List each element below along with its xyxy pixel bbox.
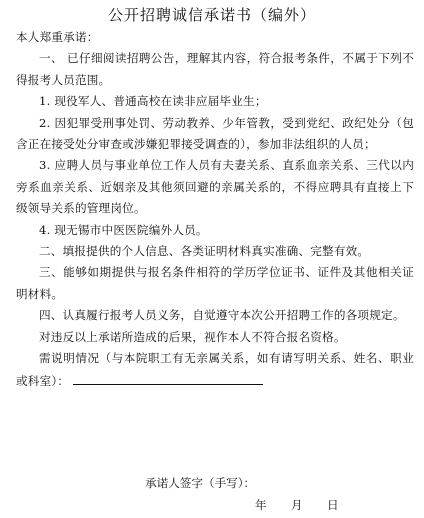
document-body: [16, 27, 414, 392]
signature-line: [145, 475, 255, 491]
note-fill-line[interactable]: [73, 370, 263, 385]
paragraph-item-2: 2. 因犯罪受刑事处罚、劳动教养、少年管教，受到党纪、政纪处分（包含正在接受处分审查或涉嫌犯罪接受调查的），参加非法组织的人员；: [16, 115, 414, 152]
date-line: [255, 497, 339, 513]
salutation: 本人郑重承诺：: [16, 30, 99, 44]
paragraph-2: 二、填报提供的个人信息、各类证明材料真实准确、完整有效。: [39, 244, 370, 259]
paragraph-3: 三、能够如期提供与报名条件相符的学历学位证书、证件及其他相关证明材料。: [16, 265, 414, 301]
note-section: [16, 348, 414, 392]
paragraph-item-1: 1. 现役军人、普通高校在读非应届毕业生；: [39, 94, 267, 109]
consequence-statement: 对违反以上承诺所造成的后果，视作本人不符合报名资格。: [39, 329, 346, 344]
signature-label: 承诺人签字（手写）：: [145, 476, 256, 490]
document-title: 公开招聘诚信承诺书（编外）: [107, 6, 316, 24]
note-label: 需说明情况（与本院职工有无亲属关系，如有请写明关系、姓名、职业或科室）：: [16, 351, 414, 388]
paragraph-item-3: 3. 应聘人员与事业单位工作人员有夫妻关系、直系血亲关系、三代以内旁系血亲关系、近姻亲及其他须回避的亲属关系的，不得应聘具有直接上下级领导关系的管理岗位。: [16, 158, 414, 216]
date-year: 年: [255, 498, 267, 512]
date-month: 月: [291, 498, 303, 512]
date-day: 日: [327, 498, 339, 512]
paragraph-item-4: 4. 现无锡市中医医院编外人员。: [39, 222, 208, 237]
paragraph-1: 一、 已仔细阅读招聘公告，理解其内容，符合报考条件，不属于下列不得报考人员范围。: [16, 51, 414, 87]
paragraph-4: 四、认真履行报考人员义务，自觉遵守本次公开招聘工作的各项规定。: [39, 308, 405, 323]
